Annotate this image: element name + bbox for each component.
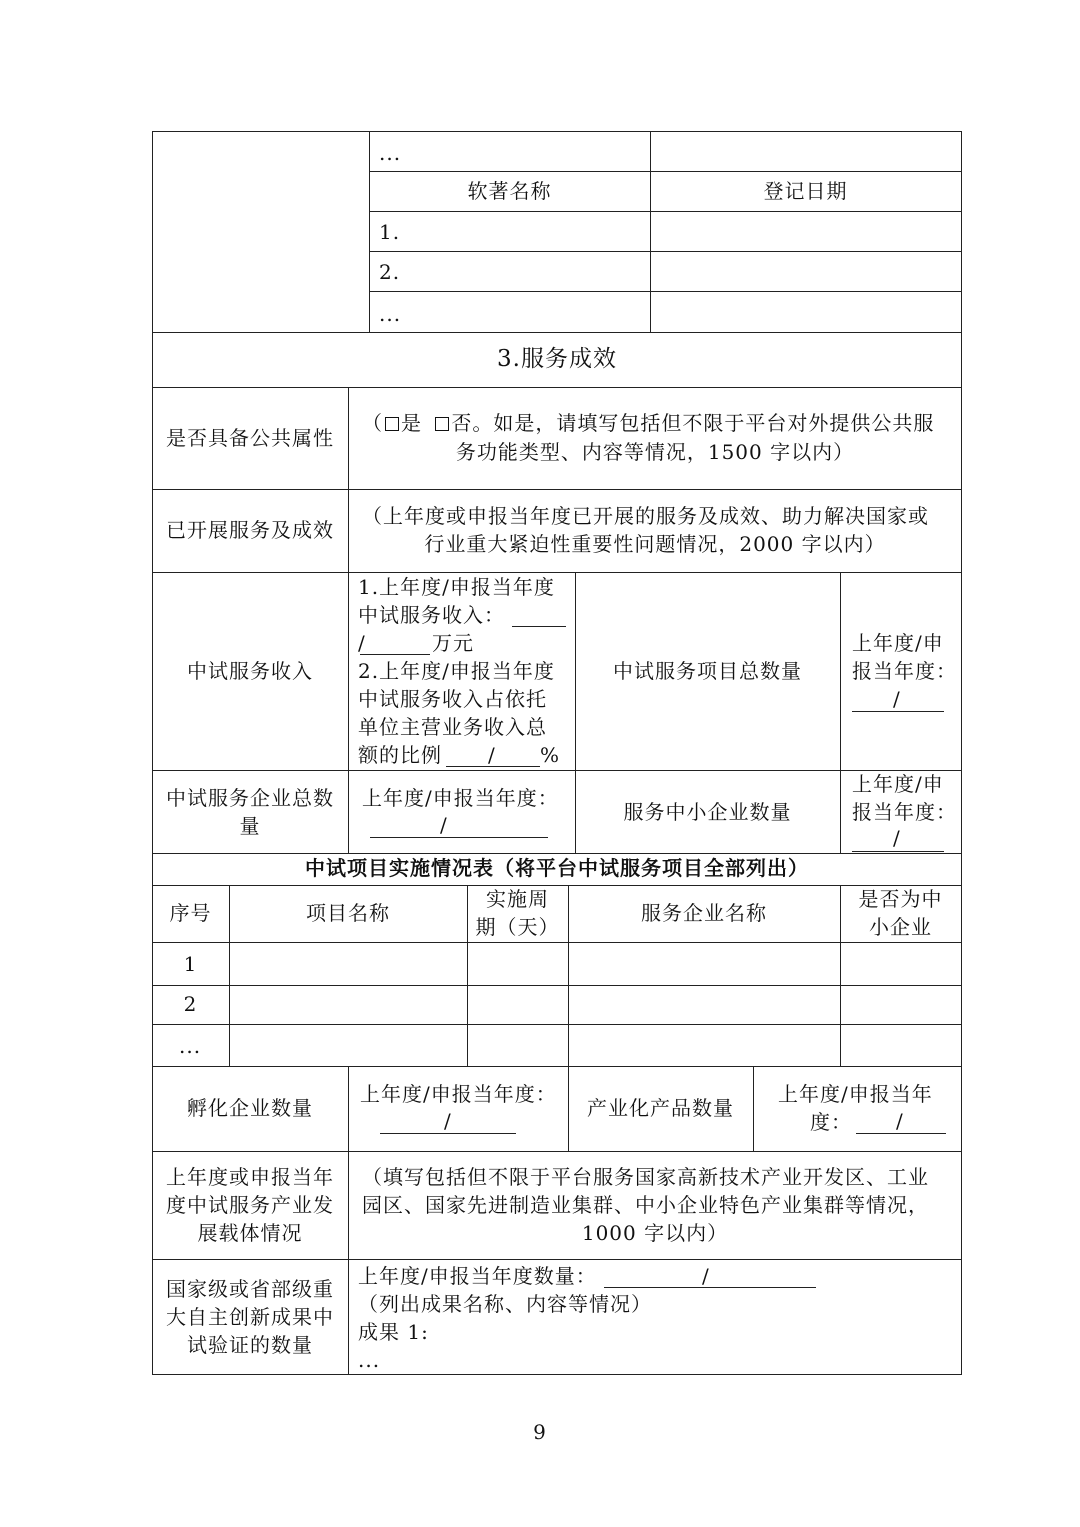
input-underline[interactable] [604, 1287, 816, 1288]
innovation-text: （列出成果名称、内容等情况） [358, 1292, 652, 1316]
enterprise-value: 上年度/申报当年度： [362, 786, 559, 810]
carriers-label: 展载体情况 [197, 1221, 303, 1245]
projects-value: 报当年度： [852, 659, 957, 683]
grid-line [840, 572, 841, 853]
table-border-right [961, 131, 962, 1374]
col-header-seq: 序号 [169, 901, 212, 925]
col-header-period: 期（天） [475, 915, 560, 939]
table-border-top [152, 131, 962, 132]
income-line: 额的比例 [358, 743, 442, 767]
table-border-bottom [152, 1374, 962, 1375]
product-value: 度： [810, 1110, 852, 1134]
input-underline[interactable] [852, 851, 944, 852]
innovation-label: 试验证的数量 [187, 1333, 313, 1357]
enterprise-slash: / [440, 813, 448, 837]
income-line: 中试服务收入： [358, 603, 505, 627]
grid-line [753, 1066, 754, 1151]
innovation-label: 大自主创新成果中 [166, 1305, 334, 1329]
list-item: 2. [379, 260, 401, 284]
grid-line [152, 332, 962, 333]
grid-line [152, 489, 962, 490]
innovation-text: 成果 1: [358, 1320, 429, 1344]
public-attr-text-line1 [362, 409, 934, 438]
table-row-seq: ... [179, 1034, 202, 1058]
innovation-text: ... [358, 1348, 381, 1372]
carriers-text-line2: 园区、国家先进制造业集群、中小企业特色产业集群等情况， [362, 1193, 929, 1217]
ellipsis-text: ... [379, 141, 402, 165]
income-label: 中试服务收入 [187, 659, 313, 683]
grid-line [152, 1259, 962, 1260]
grid-line [152, 1151, 962, 1152]
sme-value: 上年度/申 [852, 772, 944, 796]
public-attr-text-line2: 务功能类型、内容等情况，1500 字以内） [455, 440, 855, 464]
input-underline[interactable] [512, 626, 566, 627]
enterprise-label: 中试服务企业总数 [166, 786, 334, 810]
projects-label: 中试服务项目总数量 [613, 659, 802, 683]
innovation-text: 上年度/申报当年度数量： [358, 1264, 597, 1288]
services-text-line2: 行业重大紧迫性重要性问题情况，2000 字以内） [424, 532, 886, 556]
page-number: 9 [533, 1420, 547, 1444]
yes-label: 是 [401, 411, 422, 435]
grid-line [152, 387, 962, 388]
input-underline[interactable] [370, 837, 548, 838]
col-header-period: 实施周 [486, 887, 549, 911]
innovation-label: 国家级或省部级重 [166, 1277, 334, 1301]
software-name-header: 软著名称 [467, 179, 552, 203]
public-attr-label: 是否具备公共属性 [166, 426, 334, 450]
input-underline[interactable] [380, 1133, 516, 1134]
table-row-seq: 2 [183, 992, 198, 1016]
product-label: 产业化产品数量 [587, 1096, 734, 1120]
col-header-sme: 小企业 [869, 915, 932, 939]
open-paren: （ [362, 411, 383, 435]
projects-slash: / [893, 687, 901, 711]
grid-line [369, 211, 962, 212]
grid-line [650, 131, 651, 332]
list-item: 1. [379, 220, 401, 244]
table-row-seq: 1 [183, 952, 198, 976]
enterprise-label: 量 [239, 814, 261, 838]
impl-table-title: 中试项目实施情况表（将平台中试服务项目全部列出） [305, 856, 809, 880]
incubation-label: 孵化企业数量 [187, 1096, 313, 1120]
col-header-sme: 是否为中 [858, 887, 943, 911]
incubation-slash: / [444, 1109, 452, 1133]
grid-line [152, 1066, 962, 1067]
ratio-percent: % [540, 743, 561, 767]
income-unit: 万元 [432, 631, 474, 655]
carriers-text-line1: （填写包括但不限于平台服务国家高新技术产业开发区、工业 [362, 1165, 929, 1189]
grid-line [369, 251, 962, 252]
yes-checkbox[interactable] [385, 417, 399, 431]
col-header-name: 项目名称 [306, 901, 390, 925]
income-line: 2.上年度/申报当年度 [358, 659, 555, 683]
section-title: 3.服务成效 [497, 346, 617, 372]
innovation-slash: / [702, 1264, 710, 1288]
income-line: 单位主营业务收入总 [358, 715, 547, 739]
incubation-value: 上年度/申报当年度： [360, 1082, 557, 1106]
no-checkbox[interactable] [435, 417, 449, 431]
ratio-slash: / [488, 743, 496, 767]
services-label: 已开展服务及成效 [166, 518, 334, 542]
col-header-company: 服务企业名称 [641, 901, 767, 925]
input-underline[interactable] [852, 711, 944, 712]
grid-line [369, 131, 370, 332]
income-line: 1.上年度/申报当年度 [358, 575, 555, 599]
grid-line [369, 171, 962, 172]
product-value: 上年度/申报当年 [778, 1082, 933, 1106]
input-underline[interactable] [360, 654, 430, 655]
carriers-text-line3: 1000 字以内） [581, 1221, 729, 1245]
projects-value: 上年度/申 [852, 631, 944, 655]
services-text-line1: （上年度或申报当年度已开展的服务及成效、助力解决国家或 [362, 504, 929, 528]
sme-value: 报当年度： [852, 800, 957, 824]
public-attr-rest: 否。如是，请填写包括但不限于平台对外提供公共服 [451, 411, 935, 435]
grid-line [369, 291, 962, 292]
sme-label: 服务中小企业数量 [623, 800, 792, 824]
carriers-label: 上年度或申报当年 [166, 1165, 334, 1189]
income-line: 中试服务收入占依托 [358, 687, 547, 711]
product-slash: / [896, 1109, 904, 1133]
sme-slash: / [893, 826, 901, 850]
register-date-header: 登记日期 [763, 179, 848, 203]
ellipsis-text: ... [379, 302, 402, 326]
carriers-label: 度中试服务产业发 [166, 1193, 334, 1217]
input-underline[interactable] [856, 1133, 946, 1134]
income-slash: / [358, 631, 366, 655]
